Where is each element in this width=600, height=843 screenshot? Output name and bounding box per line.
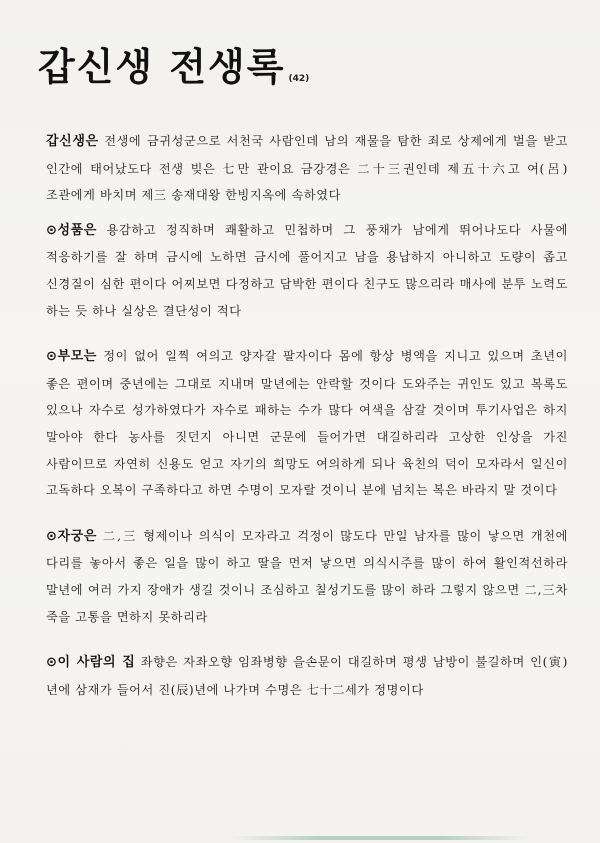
bottom-edge-decoration <box>230 836 530 840</box>
paragraph-lead: ⊙자궁은 <box>46 528 97 544</box>
paragraph-text: 용감하고 정직하며 쾌활하고 민첩하며 그 풍채가 남에게 뛰어나도다 사물에 적응하기를 잘 하며 금시에 노하면 금시에 풀어지고 남을 용납하지 아니하고 도량이 좁고 신경질이 심한 편이다 어찌보면 다정하고 담박한 편이다 친구도 많으리라 매사에 분투 노력도 하는 듯 하나 실상은 결단성이 적다 <box>46 222 568 318</box>
page-number: (42) <box>288 74 310 84</box>
body-text <box>46 128 568 703</box>
paragraph-lead: ⊙성품은 <box>46 222 97 238</box>
paragraph-lead: 갑신생은 <box>46 134 99 149</box>
paragraph-text: 정이 없어 일찍 여의고 양자갈 팔자이다 몸에 항상 병액을 지니고 있으며 초년이 좋은 편이며 중년에는 그대로 지내며 말년에는 안락할 것이다 도와주는 귀인도 있고 복록도 있으나 자수로 성가하였다가 자수로 패하는 수가 많다 여색을 삼갈 것이며 투기사업은 하지 말아야 한다 농사를 짓던지 아니면 군문에 들어가면 대길하리라 고상한 인상을 가진 사람이므로 자연히 신용도 얻고 자기의 희망도 여의하게 되나 육친의 덕이 모자라서 일신이 고독하다 오복이 구족하다고 하면 수명이 모자랄 것이니 분에 넘치는 복은 바라지 말 것이다 <box>46 349 568 498</box>
paragraph-lead: ⊙부모는 <box>46 349 97 365</box>
page-title: 갑신생 전생록 <box>38 45 286 89</box>
paragraph-text: 좌향은 자좌오향 임좌병향 을손문이 대길하며 평생 남방이 불길하며 인(寅)년에 삼재가 들어서 진(辰)년에 나가며 수명은 七十二세가 정명이다 <box>46 655 568 697</box>
paragraph-text: 전생에 금귀성군으로 서천국 사람인데 남의 재물을 탐한 죄로 상제에게 벌을 받고 인간에 태어났도다 전생 빚은 七만 관이요 금강경은 二十三권인데 제五十六고 여(呂)조관에게 바치며 제三 송재대왕 한빙지옥에 속하였다 <box>46 134 568 203</box>
title-row <box>38 45 310 89</box>
paragraph-children <box>46 523 568 630</box>
paragraph-text: 二,三 형제이나 의식이 모자라고 걱정이 많도다 만일 남자를 많이 낳으면 개천에 다리를 놓아서 좋은 일을 많이 하고 딸을 먼저 낳으면 의식시주를 많이 하여 활인적선하라 말년에 여러 가지 장애가 생길 것이니 조심하고 칠성기도를 많이 하라 그렇지 않으면 二,三차 죽을 고통을 면하지 못하리라 <box>46 528 568 624</box>
paragraph-past-life <box>46 128 568 209</box>
paragraph-lead: ⊙이 사람의 집 <box>46 655 136 671</box>
paragraph-house <box>46 649 568 703</box>
paragraph-character <box>46 217 568 324</box>
paragraph-parents <box>46 343 568 504</box>
